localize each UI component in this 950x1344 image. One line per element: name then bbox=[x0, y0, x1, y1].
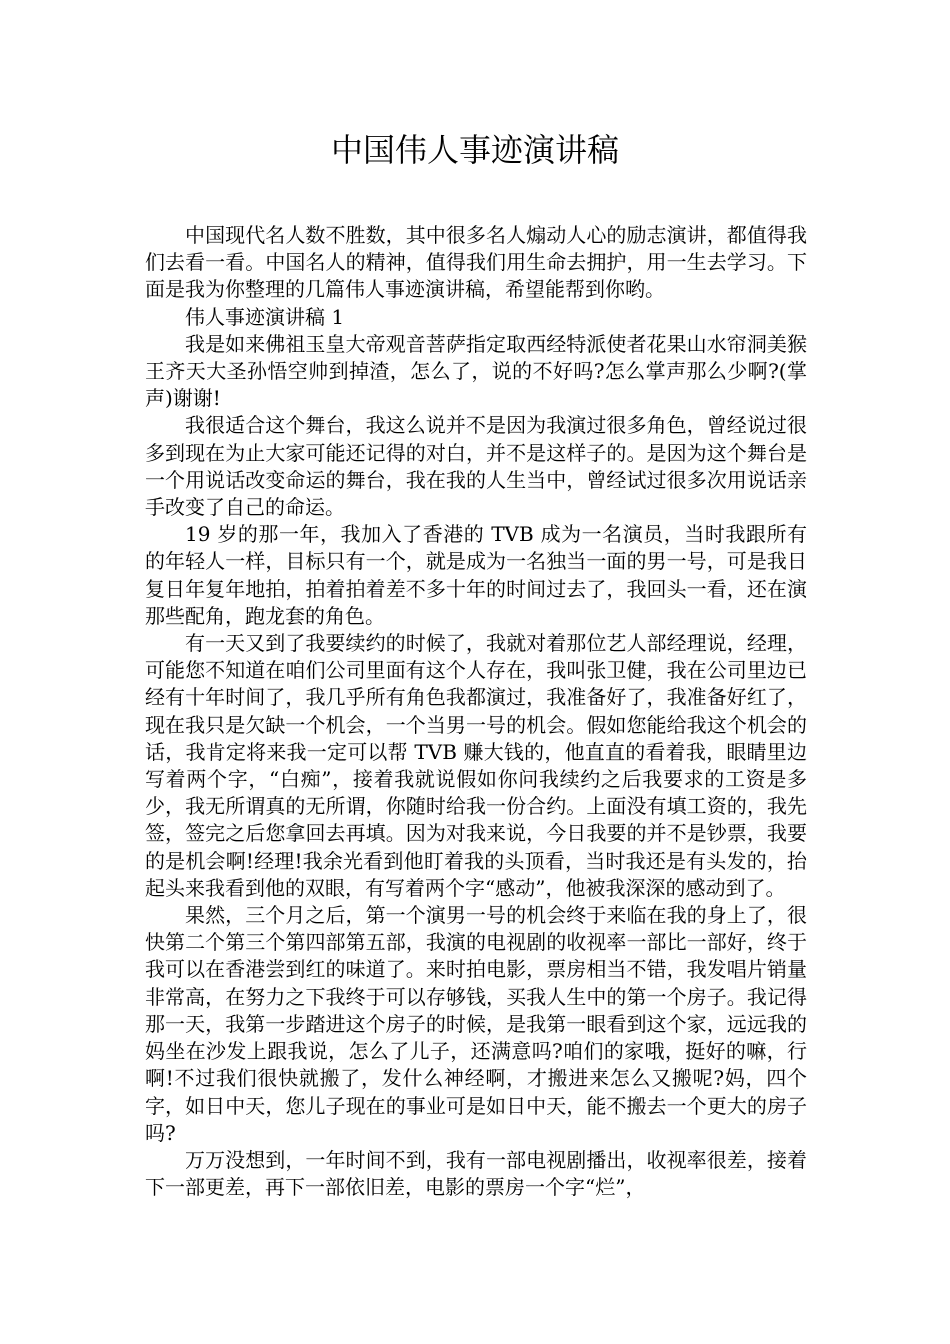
paragraph: 果然，三个月之后，第一个演男一号的机会终于来临在我的身上了，很快第二个第三个第四部第五部，我演的电视剧的收视率一部比一部好，终于我可以在香港尝到红的味道了。来时拍电影，票房相当不错，我发唱片销量非常高，在努力之下我终于可以存够钱，买我人生中的第一个房子。我记得那一天，我第一步踏进这个房子的时候，是我第一眼看到这个家，远远我的妈坐在沙发上跟我说，怎么了儿子，还满意吗?咱们的家哦，挺好的嘛，行啊!不过我们很快就搬了，发什么神经啊，才搬进来怎么又搬呢?妈，四个字，如日中天，您儿子现在的事业可是如日中天，能不搬去一个更大的房子吗? bbox=[145, 903, 807, 1145]
paragraph: 我是如来佛祖玉皇大帝观音菩萨指定取西经特派使者花果山水帘洞美猴王齐天大圣孙悟空帅到掉渣，怎么了，说的不好吗?怎么掌声那么少啊?(掌声)谢谢! bbox=[145, 331, 807, 411]
paragraph: 我很适合这个舞台，我这么说并不是因为我演过很多角色，曾经说过很多到现在为止大家可能还记得的对白，并不是这样子的。是因为这个舞台是一个用说话改变命运的舞台，我在我的人生当中，曾经试过很多次用说话亲手改变了自己的命运。 bbox=[145, 413, 807, 520]
paragraph: 万万没想到，一年时间不到，我有一部电视剧播出，收视率很差，接着下一部更差，再下一部依旧差，电影的票房一个字“烂”， bbox=[145, 1147, 807, 1200]
paragraph: 19 岁的那一年，我加入了香港的 TVB 成为一名演员，当时我跟所有的年轻人一样，目标只有一个，就是成为一名独当一面的男一号，可是我日复日年复年地拍，拍着拍着差不多十年的时间过去了，我回头一看，还在演那些配角，跑龙套的角色。 bbox=[145, 522, 807, 628]
document-title: 中国伟人事迹演讲稿 bbox=[330, 131, 619, 169]
section-heading: 伟人事迹演讲稿 1 bbox=[185, 304, 345, 329]
paragraph: 有一天又到了我要续约的时候了，我就对着那位艺人部经理说，经理，可能您不知道在咱们公司里面有这个人存在，我叫张卫健，我在公司里边已经有十年时间了，我几乎所有角色我都演过，我准备好了，我准备好红了，现在我只是欠缺一个机会，一个当男一号的机会。假如您能给我这个机会的话，我肯定将来我一定可以帮 TVB 赚大钱的，他直直的看着我，眼睛里边写着两个字，“白痴”，接着我就说假如你问我续约之后我要求的工资是多少，我无所谓真的无所谓，你随时给我一份合约。上面没有填工资的，我先签，签完之后您拿回去再填。因为对我来说，今日我要的并不是钞票，我要的是机会啊!经理!我余光看到他盯着我的头顶看，当时我还是有头发的，抬起头来我看到他的双眼，有写着两个字“感动”，他被我深深的感动到了。 bbox=[145, 631, 807, 900]
document-body bbox=[145, 222, 807, 1322]
paragraph: 中国现代名人数不胜数，其中很多名人煽动人心的励志演讲，都值得我们去看一看。中国名人的精神，值得我们用生命去拥护，用一生去学习。下面是我为你整理的几篇伟人事迹演讲稿，希望能帮到你哟。 bbox=[145, 223, 807, 302]
